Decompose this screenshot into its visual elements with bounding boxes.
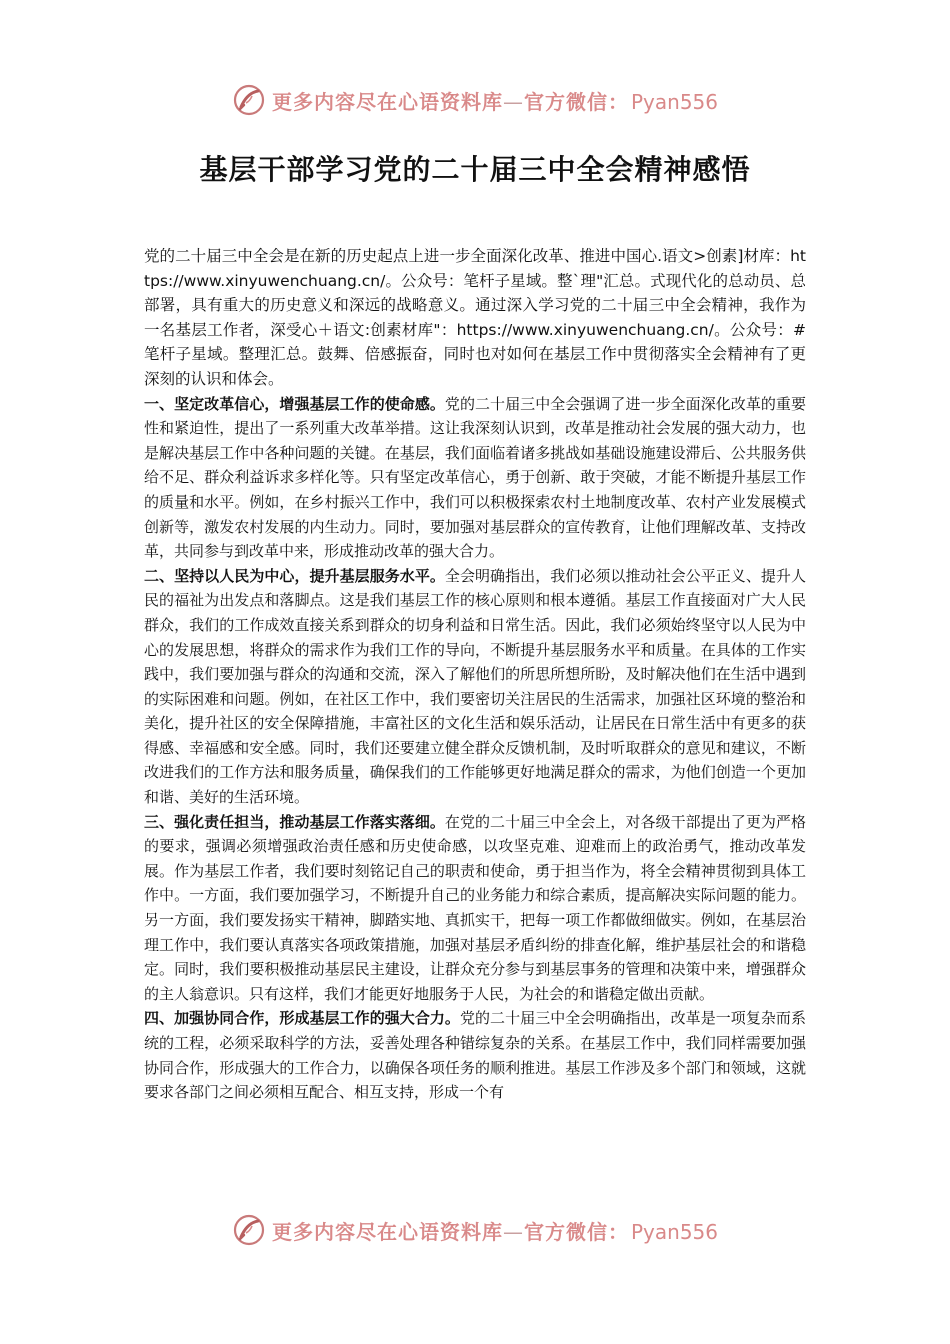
section-paragraph <box>144 392 806 564</box>
banner-separator: — <box>502 89 524 114</box>
intro-paragraph: 党的二十届三中全会是在新的历史起点上进一步全面深化改革、推进中国心.语文>创素]材库：https://www.xinyuwenchuang.cn/。公众号：笔杆子星域。整`理"汇总。式现代化的总动员、总部署，具有重大的历史意义和深远的战略意义。通过深入学习党的二十届三中全会精神，我作为一名基层工作者，深受心＋语文:创素材库"：https://www.xinyuwenchuang.cn/。公众号：#笔杆子星域。整理汇总。鼓舞、倍感振奋，同时也对如何在基层工作中贯彻落实全会精神有了更深刻的认识和体会。 <box>144 247 806 388</box>
section-body: 党的二十届三中全会强调了进一步全面深化改革的重要性和紧迫性，提出了一系列重大改革举措。这让我深刻认识到，改革是推动社会发展的强大动力，也是解决基层工作中各种问题的关键。在基层，我们面临着诸多挑战如基础设施建设滞后、公共服务供给不足、群众利益诉求多样化等。只有坚定改革信心，勇于创新、敢于突破，才能不断提升基层工作的质量和水平。例如，在乡村振兴工作中，我们可以积极探索农村土地制度改革、农村产业发展模式创新等，激发农村发展的内生动力。同时，要加强对基层群众的宣传教育，让他们理解改革、支持改革，共同参与到改革中来，形成推动改革的强大合力。 <box>144 394 806 561</box>
section-body: 在党的二十届三中全会上，对各级干部提出了更为严格的要求，强调必须增强政治责任感和历史使命感，以攻坚克难、迎难而上的政治勇气，推动改革发展。作为基层工作者，我们要时刻铭记自己的职责和使命，勇于担当作为，将全会精神贯彻到具体工作中。一方面，我们要加强学习，不断提升自己的业务能力和综合素质，提高解决实际问题的能力。另一方面，我们要发扬实干精神，脚踏实地、真抓实干，把每一项工作都做细做实。例如，在基层治理工作中，我们要认真落实各项政策措施，加强对基层矛盾纠纷的排查化解，维护基层社会的和谐稳定。同时，我们要积极推动基层民主建设，让群众充分参与到基层事务的管理和决策中来，增强群众的主人翁意识。只有这样，我们才能更好地服务于人民，为社会的和谐稳定做出贡献。 <box>144 812 806 1003</box>
document-body <box>144 244 806 1105</box>
banner-text <box>272 86 718 115</box>
banner-separator: — <box>502 1219 524 1244</box>
page-title: 基层干部学习党的二十届三中全会精神感悟 <box>199 153 751 186</box>
banner-wechat-label: 官方微信： <box>523 1219 629 1244</box>
section-body: 全会明确指出，我们必须以推动社会公平正义、提升人民的福祉为出发点和落脚点。这是我们基层工作的核心原则和根本遵循。基层工作直接面对广大人民群众，我们的工作成效直接关系到群众的切身利益和日常生活。因此，我们必须始终坚守以人民为中心的发展思想，将群众的需求作为我们工作的导向，不断提升基层服务水平和质量。在具体的工作实践中，我们要加强与群众的沟通和交流，深入了解他们的所思所想所盼，及时解决他们在生活中遇到的实际困难和问题。例如，在社区工作中，我们要密切关注居民的生活需求，加强社区环境的整治和美化，提升社区的安全保障措施，丰富社区的文化生活和娱乐活动，让居民在日常生活中有更多的获得感、幸福感和安全感。同时，我们还要建立健全群众反馈机制，及时听取群众的意见和建议，不断改进我们的工作方法和服务质量，确保我们的工作能够更好地满足群众的需求，为他们创造一个更加和谐、美好的生活环境。 <box>144 566 806 807</box>
section-paragraph <box>144 564 806 810</box>
banner-site-text: 更多内容尽在心语资料库 <box>271 1219 503 1244</box>
section-paragraph <box>144 810 806 1007</box>
section-heading: 三、强化责任担当，推动基层工作落实落细。 <box>144 812 445 831</box>
banner-site-text: 更多内容尽在心语资料库 <box>271 89 503 114</box>
banner-wechat-id: Pyan556 <box>630 89 718 114</box>
section-heading: 一、坚定改革信心，增强基层工作的使命感。 <box>144 394 445 413</box>
section-heading: 四、加强协同合作，形成基层工作的强大合力。 <box>144 1009 460 1028</box>
banner-text <box>272 1216 718 1245</box>
section-paragraph <box>144 1006 806 1104</box>
logo-icon <box>232 83 266 117</box>
banner-wechat-id: Pyan556 <box>630 1219 718 1244</box>
header-banner <box>0 78 950 122</box>
section-body: 党的二十届三中全会明确指出，改革是一项复杂而系统的工程，必须采取科学的方法，妥善处理各种错综复杂的关系。在基层工作中，我们同样需要加强协同合作，形成强大的工作合力，以确保各项任务的顺利推进。基层工作涉及多个部门和领域，这就要求各部门之间必须相互配合、相互支持，形成一个有 <box>144 1009 806 1102</box>
logo-icon <box>232 1213 266 1247</box>
section-heading: 二、坚持以人民为中心，提升基层服务水平。 <box>144 566 445 585</box>
footer-banner <box>0 1208 950 1252</box>
banner-wechat-label: 官方微信： <box>523 89 629 114</box>
